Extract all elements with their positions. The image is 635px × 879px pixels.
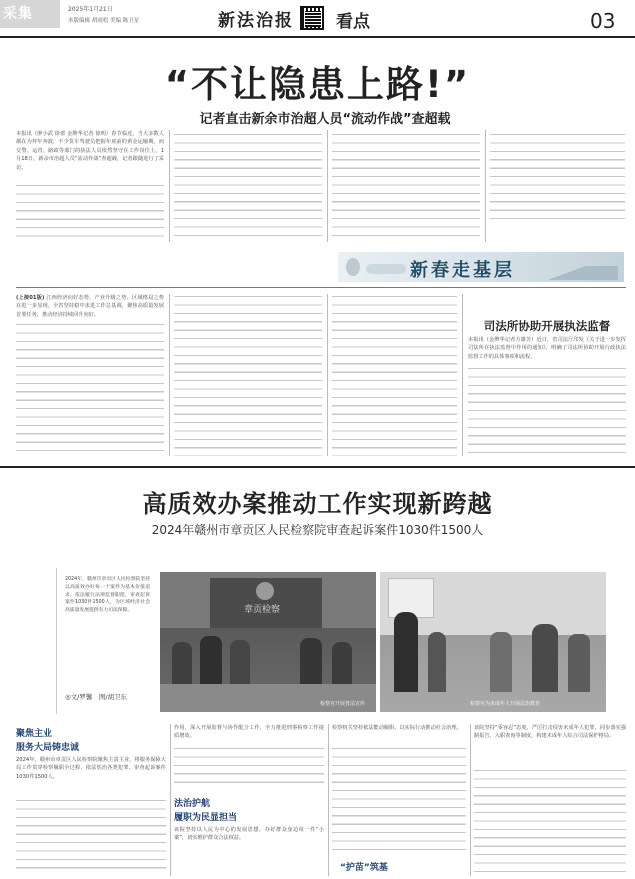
column-divider [327, 130, 328, 242]
column-divider [170, 724, 171, 876]
lead-text-column-4 [490, 134, 625, 220]
photo1-caption: 检察官开展普法宣传 [320, 701, 366, 707]
col1-text: 2024年，赣州市章贡区人民检察院聚焦主责主业，将服务保障大局工作贯穿检察履职全过程，依法惩治各类犯罪，审查起诉案件1030件1500人。 [16, 757, 166, 780]
photo2-caption: 检察官为未成年人开展法治教育 [470, 701, 541, 707]
column-divider [169, 130, 170, 242]
person-figure-icon [394, 612, 418, 692]
collect-badge: 采集 [3, 6, 33, 22]
col3-title: “护苗”筑基 [340, 863, 388, 873]
col4-text: 该院坚持“零容忍”态度，严厉打击侵害未成年人犯罪，同步落实强制报告、入职查询等制度，构建未成年人综合司法保护格局。 [474, 725, 626, 740]
banner-text: 新春走基层 [410, 260, 515, 281]
col2-body [174, 724, 324, 746]
column-divider [169, 294, 170, 456]
feature-photo-2 [380, 572, 606, 712]
lead-subheadline: 记者直击新余市治超人员“流动作战”查超载 [199, 112, 451, 127]
table-surface [160, 684, 376, 712]
section2-body [468, 336, 626, 366]
emblem-icon [256, 582, 274, 600]
column-divider [485, 130, 486, 242]
cloud-decoration-icon [366, 264, 406, 274]
column-divider [327, 294, 328, 456]
lantern-icon [346, 258, 360, 276]
col2-text: 作用，深入开展监督与协作配合工作，全力推进刑事检察工作提质增效。 [174, 725, 324, 740]
lead-text-column-1b [16, 185, 164, 240]
col2-more [174, 826, 324, 876]
col3-column [332, 748, 466, 852]
mountain-decoration-icon [538, 266, 618, 280]
section2-title: 司法所协助开展执法监督 [483, 319, 611, 333]
feature-byline: ◎文/罗馨 图/胡卫东 [65, 693, 128, 701]
date-line: 2025年1月21日 [68, 6, 113, 13]
section-title: 看点 [336, 12, 370, 32]
feature-summary-box [56, 568, 154, 714]
feature-summary-text: 2024年，赣州市章贡区人民检察院坚持以高质效办好每一个案件为基本价值追求，依法履行法律监督职能，审查起诉案件1030件1500人，为区域经济社会高质量发展提供有力司法保障。 [65, 577, 150, 614]
col4-column [474, 770, 626, 875]
continued-column-2 [174, 296, 322, 456]
continued-column-3 [332, 296, 457, 456]
section2-text: 本报讯（金牌华记者方雄芳）近日，省司法厅印发《关于进一步发挥司法所在执法监督中作用的通知》，明确了司法所协助开展行政执法监督工作的具体事项和流程。 [468, 337, 626, 360]
column-divider [462, 294, 463, 456]
col1-title: 服务大局铸忠诚 [16, 743, 80, 753]
editor-line: 本版编辑 胡雨松 美编 陈卫星 [68, 18, 140, 24]
person-figure-icon [490, 632, 512, 692]
col1-kicker: 聚焦主业 [16, 729, 53, 739]
continued-block [16, 294, 164, 322]
column-divider [470, 724, 471, 876]
col4-body [474, 724, 626, 768]
section2-column [468, 368, 626, 454]
feature-summary [57, 568, 154, 680]
col3-body [332, 724, 466, 746]
feature-subheadline: 2024年赣州市章贡区人民检察院审查起诉案件1030件1500人 [151, 523, 484, 537]
col1-body [16, 756, 166, 798]
collect-badge-area [0, 0, 60, 28]
header-rule [0, 36, 635, 38]
page-number: 03 [590, 9, 616, 33]
continued-column-1 [16, 324, 164, 456]
col2-column-a [174, 748, 324, 788]
continued-text: 江西经济向好态势，产业升级之势、区域格局之势在进一步显现。全省坚持稳中求进工作总基调，聚焦高质量发展首要任务，推动经济持续回升向好。 [16, 295, 164, 318]
person-figure-icon [532, 624, 558, 692]
person-figure-icon [568, 634, 590, 692]
paper-name: 新法治报 [218, 11, 294, 31]
banner-new-spring [338, 252, 624, 282]
lead-bottom-rule [16, 287, 626, 288]
feature-headline: 高质效办案推动工作实现新跨越 [142, 489, 493, 518]
col3-text: 检察机关坚持依法能动履职，以实际行动推动社会治理。 [332, 725, 462, 731]
lead-headline: “不让隐患上路!” [164, 63, 471, 106]
person-figure-icon [428, 632, 446, 692]
lead-text-column-3 [332, 134, 480, 240]
qr-code-icon [300, 6, 324, 30]
col2-kicker: 法治护航 [174, 799, 211, 809]
feature-top-rule [0, 466, 635, 468]
lead-intro-text: 本报讯（廖小武 徐蕾 金牌华记者 徐明）春节临近，当大多数人都在为拜年奔波，不少货车驾驶员把握年底前的黄金运输期，而交警、运管、路政等部门的执法人员依然坚守在工作岗位上。1月18日，新余市治超人员“流动作战”查超载，记者跟随进行了采访。 [16, 131, 164, 171]
backdrop-sign: 章贡检察 [244, 605, 281, 615]
col2-more-text: 该院坚持以人民为中心的发展思想，办好群众身边每一件“小案”，切实维护群众合法权益。 [174, 827, 324, 842]
lead-text-column-2 [174, 134, 322, 240]
column-divider [328, 724, 329, 876]
col2-title: 履职为民显担当 [174, 813, 238, 823]
feature-photo-1 [160, 572, 376, 712]
continued-label: (上接01版) [16, 295, 45, 301]
col1-column [16, 800, 166, 875]
